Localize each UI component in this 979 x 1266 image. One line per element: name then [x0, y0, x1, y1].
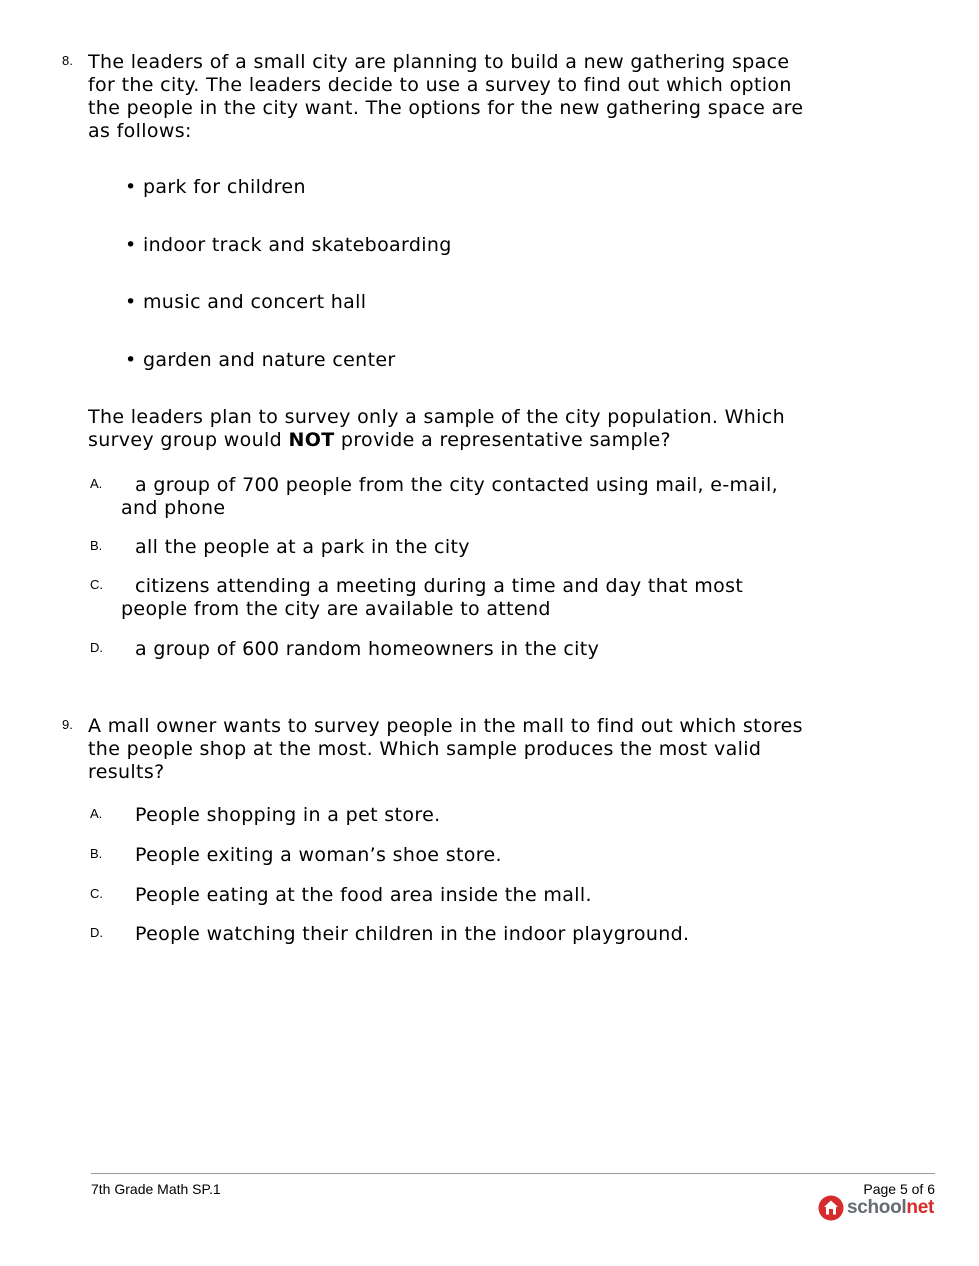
logo-text-net: net	[906, 1197, 934, 1218]
footer-divider	[91, 1173, 935, 1174]
footer-page-number: Page 5 of 6	[863, 1181, 935, 1197]
choice-text: a group of 600 random homeowners in the city	[135, 638, 600, 660]
choice-letter: D.	[90, 925, 103, 940]
schoolnet-logo	[818, 1194, 934, 1222]
choice-text: citizens attending a meeting during a time and day that most people from the city are available to attend	[121, 575, 744, 620]
question-stem: The leaders of a small city are planning to build a new gathering space for the city. The leaders decide to use a survey to find out which option the people in the city want. The options for the new gathering space are as follows:	[88, 51, 804, 142]
option-item: • park for children	[125, 176, 306, 198]
logo-text-school: school	[846, 1197, 907, 1218]
choice-text: People watching their children in the indoor playground.	[135, 923, 690, 945]
footer-course-title: 7th Grade Math SP.1	[91, 1181, 221, 1197]
choice-letter: C.	[90, 577, 103, 592]
question-number: 8.	[62, 53, 73, 68]
emphasis-not: NOT	[288, 429, 335, 451]
choice-letter: C.	[90, 886, 103, 901]
question-prompt: The leaders plan to survey only a sample of the city population. Which survey group would NOT provide a representative sample?	[88, 406, 785, 451]
option-item: • indoor track and skateboarding	[125, 234, 452, 256]
choice-text: a group of 700 people from the city contacted using mail, e-mail, and phone	[121, 474, 779, 519]
choice-letter: B.	[90, 846, 103, 861]
choice-letter: A.	[90, 476, 103, 491]
choice-letter: B.	[90, 538, 103, 553]
choice-text: People eating at the food area inside the mall.	[135, 884, 592, 906]
choice-letter: D.	[90, 640, 103, 655]
choice-text: all the people at a park in the city	[135, 536, 470, 558]
option-item: • music and concert hall	[125, 291, 367, 313]
choice-text: People shopping in a pet store.	[135, 804, 441, 826]
house-icon	[818, 1195, 844, 1221]
choice-text: People exiting a woman’s shoe store.	[135, 844, 502, 866]
option-item: • garden and nature center	[125, 349, 396, 371]
question-number: 9.	[62, 717, 73, 732]
choice-letter: A.	[90, 806, 103, 821]
question-stem: A mall owner wants to survey people in the mall to find out which stores the people shop at the most. Which sample produces the most valid results?	[88, 715, 803, 783]
